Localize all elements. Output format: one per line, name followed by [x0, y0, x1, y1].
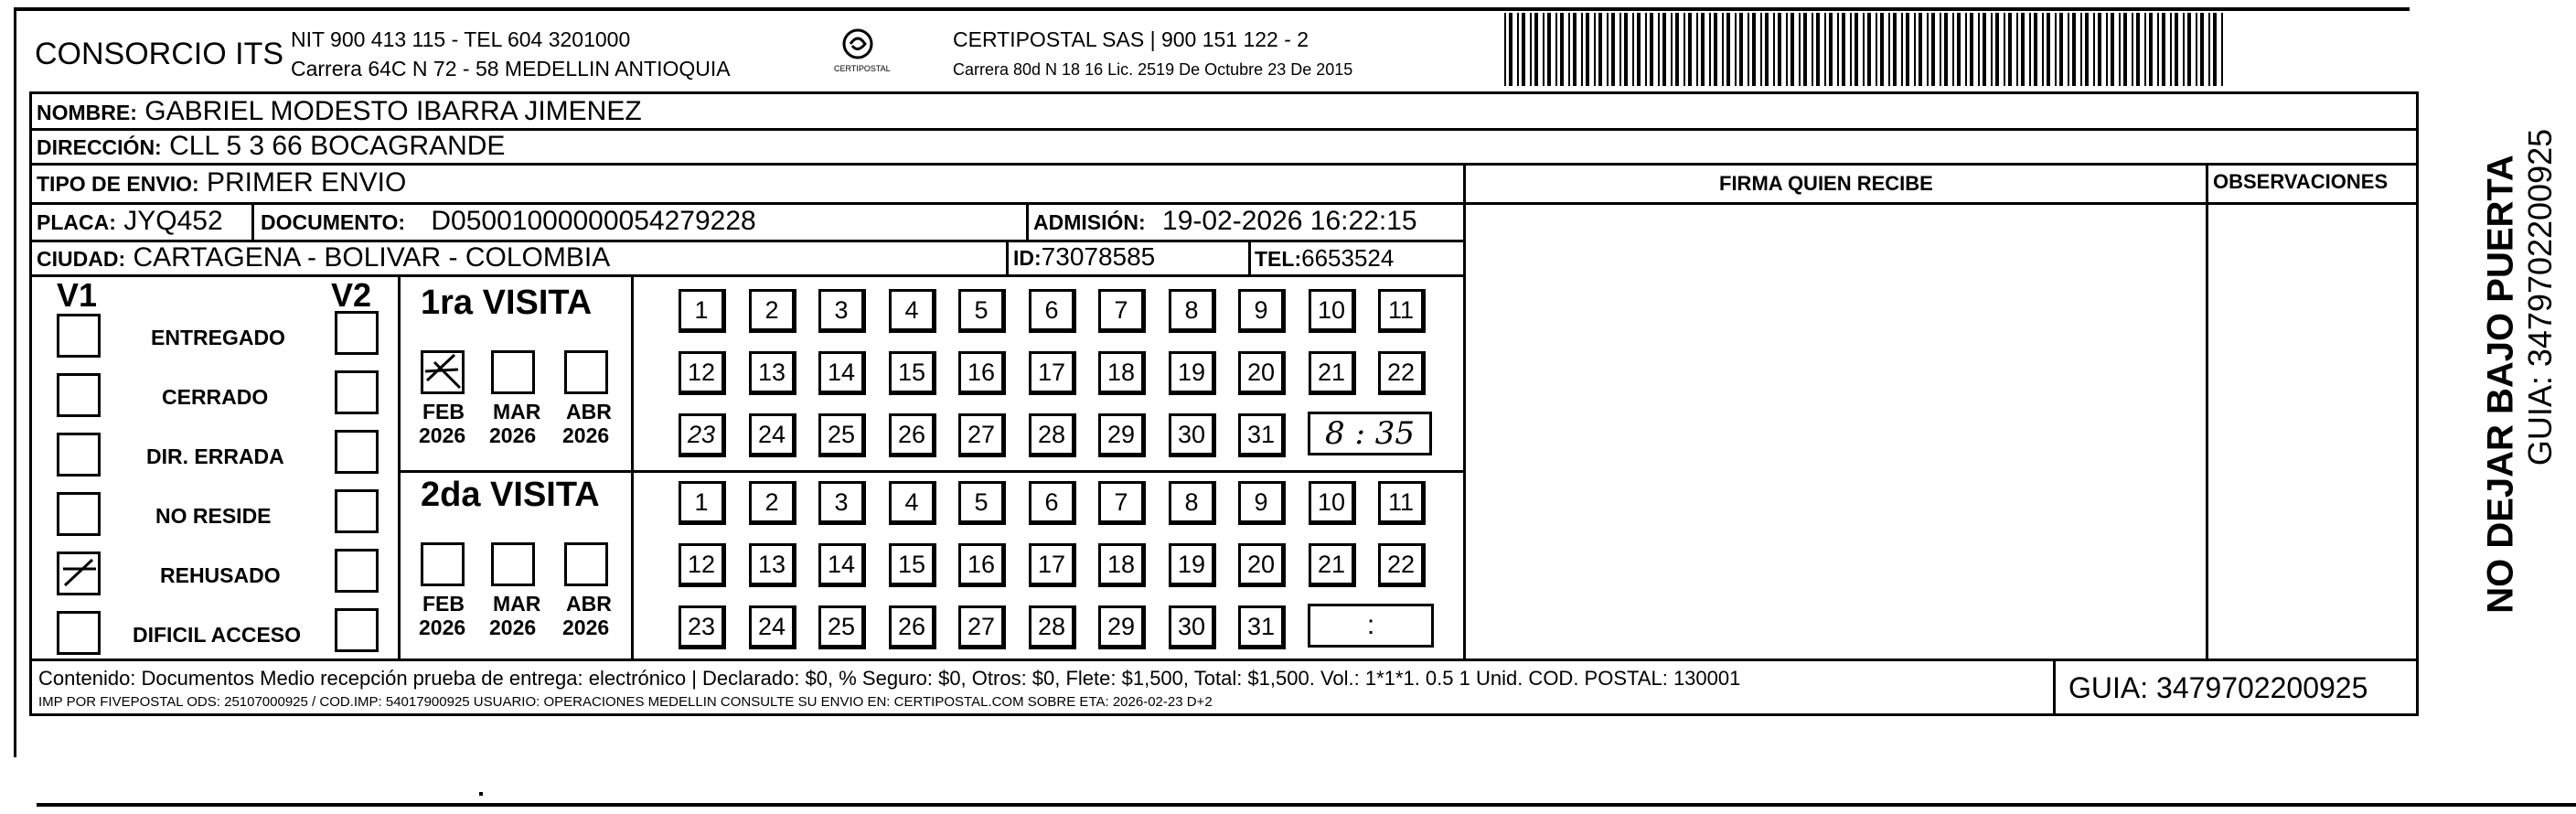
row-line — [29, 202, 2416, 205]
barcode-bar — [1504, 13, 1506, 86]
day-box[interactable]: 2 — [749, 289, 796, 333]
status-option-label: CERRADO — [162, 385, 269, 409]
barcode — [1504, 13, 2227, 88]
tel-label: TEL: — [1255, 247, 1302, 271]
month-label: FEB — [422, 592, 465, 616]
day-box[interactable]: 28 — [1029, 413, 1076, 457]
month-checkbox[interactable] — [421, 542, 465, 586]
barcode-bar — [1752, 13, 1756, 86]
placa-label: PLACA: — [37, 210, 116, 234]
certipostal-logo — [830, 26, 891, 80]
barcode-bar — [1594, 13, 1596, 86]
barcode-bar — [1970, 13, 1973, 86]
day-box[interactable]: 14 — [818, 543, 866, 587]
barcode-bar — [1645, 13, 1647, 86]
barcode-bar — [2149, 13, 2153, 86]
day-box[interactable]: 21 — [1309, 351, 1356, 395]
day-box[interactable]: 4 — [889, 289, 936, 333]
day-box[interactable]: 19 — [1169, 351, 1216, 395]
day-box[interactable]: 3 — [818, 481, 866, 525]
barcode-bar — [1658, 13, 1660, 86]
day-box[interactable]: 22 — [1378, 543, 1426, 587]
barcode-bar — [2183, 13, 2185, 86]
barcode-bar — [1696, 13, 1698, 86]
documento-label: DOCUMENTO: — [261, 210, 406, 234]
month-label: FEB — [422, 400, 465, 423]
day-box[interactable]: 22 — [1378, 351, 1426, 395]
barcode-bar — [2098, 13, 2101, 86]
day-box[interactable]: 7 — [1098, 289, 1146, 333]
v2-checkbox[interactable] — [335, 311, 379, 355]
barcode-bar — [2119, 13, 2121, 86]
barcode-bar — [1965, 13, 1967, 86]
col-line — [1463, 163, 1466, 661]
day-box[interactable]: 6 — [1029, 289, 1076, 333]
barcode-bar — [2072, 13, 2076, 86]
bottom-edge — [37, 803, 2576, 807]
id-row — [1013, 242, 1155, 272]
status-option-label: REHUSADO — [160, 563, 281, 587]
barcode-bar — [1573, 13, 1577, 86]
barcode-bar — [1995, 13, 1999, 86]
day-box[interactable]: 17 — [1029, 543, 1076, 587]
day-box[interactable]: 30 — [1169, 605, 1216, 649]
day-box[interactable]: 12 — [679, 543, 726, 587]
day-box[interactable]: 30 — [1169, 413, 1216, 457]
barcode-bar — [1837, 13, 1839, 86]
barcode-bar — [1812, 13, 1813, 86]
barcode-bar — [2042, 13, 2044, 86]
day-box[interactable]: 10 — [1309, 481, 1356, 525]
day-box[interactable]: 19 — [1169, 543, 1216, 587]
barcode-bar — [1893, 13, 1897, 86]
first-visit-time: 8 : 35 — [1308, 412, 1432, 455]
barcode-bar — [1940, 13, 1941, 86]
day-box[interactable]: 2 — [749, 481, 796, 525]
barcode-bar — [2157, 13, 2159, 86]
day-box[interactable]: 4 — [889, 481, 936, 525]
barcode-bar — [1560, 13, 1564, 86]
day-box[interactable]: 26 — [889, 413, 936, 457]
barcode-bar — [1760, 13, 1762, 86]
barcode-bar — [1624, 13, 1628, 86]
footer-line1: Contenido: Documentos Medio recepción prueba de entrega: electrónico | Declarado: $0, % Seguro: $0, Otros: $0, Flete: $1,500, Total: $1,500. Vol.: 1*1*1. 0.5 1 Unid. COD. POSTAL: 130001 — [38, 667, 1741, 690]
day-box[interactable]: 24 — [749, 413, 796, 457]
barcode-bar — [1880, 13, 1884, 86]
barcode-bar — [2111, 13, 2114, 86]
barcode-bar — [1855, 13, 1858, 86]
day-box[interactable]: 20 — [1238, 543, 1286, 587]
barcode-bar — [1876, 13, 1877, 86]
barcode-bar — [1888, 13, 1890, 86]
barcode-bar — [2034, 13, 2037, 86]
month-label: MAR — [493, 400, 541, 423]
barcode-bar — [1991, 13, 1993, 86]
barcode-bar — [1748, 13, 1749, 86]
barcode-bar — [2021, 13, 2025, 86]
barcode-bar — [1799, 13, 1801, 86]
month-label: ABR — [566, 400, 612, 423]
barcode-bar — [1786, 13, 1788, 86]
barcode-bar — [1709, 13, 1711, 86]
tel-value: 6653524 — [1301, 244, 1395, 272]
day-box[interactable]: 18 — [1098, 351, 1146, 395]
barcode-bar — [1931, 13, 1935, 86]
barcode-bar — [2132, 13, 2133, 86]
barcode-bar — [2055, 13, 2057, 86]
firma-header: FIRMA QUIEN RECIBE — [1719, 172, 1933, 195]
barcode-bar — [1739, 13, 1743, 86]
barcode-bar — [1534, 13, 1538, 86]
barcode-bar — [1675, 13, 1679, 86]
barcode-bar — [2029, 13, 2031, 86]
barcode-bar — [1522, 13, 1525, 86]
month-checkbox[interactable] — [421, 350, 465, 394]
barcode-bar — [2085, 13, 2089, 86]
day-box[interactable]: 20 — [1238, 351, 1286, 395]
year-label: 2026 — [419, 616, 466, 639]
barcode-bar — [2221, 13, 2223, 86]
documento-row — [261, 206, 756, 237]
day-box[interactable]: 23 — [679, 605, 726, 649]
barcode-bar — [1662, 13, 1666, 86]
barcode-bar — [1842, 13, 1845, 86]
footer-line2: IMP POR FIVEPOSTAL ODS: 25107000925 / COD.IMP: 54017900925 USUARIO: OPERACIONES MEDELLIN CONSULTE SU ENVIO EN: CERTIPOSTAL.COM SOBRE ETA: 2026-02-23 D+2 — [38, 694, 1213, 710]
v2-checkbox[interactable] — [335, 549, 379, 593]
barcode-bar — [1586, 13, 1589, 86]
barcode-bar — [1790, 13, 1794, 86]
day-box[interactable]: 5 — [958, 289, 1006, 333]
day-box[interactable]: 9 — [1238, 481, 1286, 525]
day-box[interactable]: 1 — [679, 289, 726, 333]
barcode-bar — [1927, 13, 1929, 86]
barcode-bar — [1850, 13, 1852, 86]
col-line — [1248, 240, 1251, 274]
day-box[interactable]: 1 — [679, 481, 726, 525]
day-box[interactable]: 8 — [1169, 481, 1216, 525]
barcode-bar — [1778, 13, 1781, 86]
barcode-bar — [1867, 13, 1871, 86]
barcode-bar — [1611, 13, 1615, 86]
month-label: ABR — [566, 592, 612, 616]
day-box[interactable]: 13 — [749, 543, 796, 587]
barcode-bar — [1547, 13, 1551, 86]
barcode-bar — [1688, 13, 1692, 86]
id-label: ID: — [1013, 246, 1042, 270]
barcode-bar — [2187, 13, 2191, 86]
barcode-bar — [1671, 13, 1673, 86]
barcode-bar — [1914, 13, 1916, 86]
barcode-bar — [2175, 13, 2178, 86]
id-value: 73078585 — [1041, 242, 1156, 271]
first-visit-title: 1ra VISITA — [421, 284, 593, 322]
barcode-bar — [1509, 13, 1512, 86]
day-box[interactable]: 28 — [1029, 605, 1076, 649]
v2-checkbox[interactable] — [335, 370, 379, 414]
v2-checkbox[interactable] — [335, 430, 379, 474]
barcode-bar — [1978, 13, 1980, 86]
v2-checkbox[interactable] — [335, 608, 379, 652]
barcode-bar — [2196, 13, 2197, 86]
barcode-bar — [2123, 13, 2127, 86]
barcode-bar — [1944, 13, 1948, 86]
barcode-bar — [1568, 13, 1570, 86]
barcode-bar — [2208, 13, 2210, 86]
barcode-bar — [2106, 13, 2108, 86]
year-label: 2026 — [419, 423, 466, 447]
barcode-bar — [1555, 13, 1557, 86]
barcode-bar — [1619, 13, 1621, 86]
placa-row — [37, 206, 223, 237]
month-checkbox[interactable] — [491, 350, 535, 394]
row-line — [29, 659, 2416, 661]
company-name: CONSORCIO ITS — [35, 37, 284, 71]
v2-label: V2 — [331, 276, 372, 314]
barcode-bar — [1919, 13, 1922, 86]
day-box[interactable]: 31 — [1238, 605, 1286, 649]
day-box[interactable]: 29 — [1098, 605, 1146, 649]
side-guia: GUIA: 3479702200925 — [2521, 128, 2559, 466]
admision-row — [1033, 206, 1417, 237]
day-box[interactable]: 12 — [679, 351, 726, 395]
day-box[interactable]: 7 — [1098, 481, 1146, 525]
status-divider — [398, 274, 401, 659]
barcode-bar — [1517, 13, 1519, 86]
logo-text: CERTIPOSTAL — [834, 64, 891, 73]
barcode-bar — [1735, 13, 1737, 86]
day-box[interactable]: 15 — [889, 351, 936, 395]
ciudad-row — [37, 242, 610, 273]
nombre-row — [37, 96, 642, 127]
barcode-bar — [1952, 13, 1954, 86]
barcode-bar — [2093, 13, 2095, 86]
second-visit-time: : — [1308, 604, 1434, 648]
barcode-bar — [1829, 13, 1833, 86]
status-option-label: ENTREGADO — [151, 326, 285, 349]
year-label: 2026 — [562, 423, 610, 447]
barcode-bar — [2144, 13, 2146, 86]
second-visit-title: 2da VISITA — [421, 476, 600, 514]
year-label: 2026 — [562, 616, 610, 639]
barcode-bar — [1901, 13, 1903, 86]
row-line — [29, 274, 1465, 277]
day-box[interactable]: 6 — [1029, 481, 1076, 525]
barcode-bar — [2213, 13, 2217, 86]
day-box[interactable]: 27 — [958, 605, 1006, 649]
barcode-bar — [1983, 13, 1986, 86]
barcode-bar — [1632, 13, 1634, 86]
speck — [479, 792, 483, 796]
col-line — [2053, 659, 2056, 713]
status-option-label: DIFICIL ACCESO — [133, 623, 302, 647]
barcode-bar — [1765, 13, 1769, 86]
tipo-label: TIPO DE ENVIO: — [37, 172, 199, 196]
company-line1: NIT 900 413 115 - TEL 604 3201000 — [291, 27, 631, 51]
direccion-value: CLL 5 3 66 BOCAGRANDE — [169, 131, 506, 161]
barcode-bar — [2059, 13, 2063, 86]
ciudad-label: CIUDAD: — [37, 247, 126, 271]
status-option-label: NO RESIDE — [155, 504, 272, 528]
month-checkbox[interactable] — [564, 350, 608, 394]
tipo-row — [37, 167, 406, 198]
barcode-bar — [1683, 13, 1685, 86]
month-checkbox[interactable] — [491, 542, 535, 586]
month-label: MAR — [493, 592, 541, 616]
side-warning: NO DEJAR BAJO PUERTA — [2480, 155, 2521, 614]
barcode-bar — [2080, 13, 2082, 86]
year-label: 2026 — [489, 616, 537, 639]
barcode-bar — [2136, 13, 2140, 86]
barcode-bar — [1726, 13, 1730, 86]
barcode-bar — [2016, 13, 2018, 86]
barcode-bar — [1701, 13, 1705, 86]
day-box[interactable]: 18 — [1098, 543, 1146, 587]
day-box[interactable]: 14 — [818, 351, 866, 395]
tipo-value: PRIMER ENVIO — [206, 167, 407, 198]
day-box[interactable]: 27 — [958, 413, 1006, 457]
barcode-bar — [2162, 13, 2165, 86]
barcode-bar — [1598, 13, 1602, 86]
barcode-bar — [2200, 13, 2204, 86]
day-box[interactable]: 13 — [749, 351, 796, 395]
month-checkbox[interactable] — [564, 542, 608, 586]
observaciones-header: OBSERVACIONES — [2213, 170, 2389, 193]
col-line — [251, 202, 254, 241]
day-box[interactable]: 21 — [1309, 543, 1356, 587]
visit-col-line — [631, 274, 634, 659]
day-box[interactable]: 15 — [889, 543, 936, 587]
day-box[interactable]: 24 — [749, 605, 796, 649]
placa-value: JYQ452 — [123, 206, 223, 236]
day-box[interactable]: 23 — [679, 413, 726, 457]
barcode-bar — [1957, 13, 1961, 86]
col-line — [1006, 240, 1009, 274]
v1-checkbox[interactable] — [57, 552, 101, 595]
barcode-bar — [1650, 13, 1653, 86]
barcode-bar — [1803, 13, 1807, 86]
col-line — [1026, 202, 1029, 241]
status-option-label: DIR. ERRADA — [146, 444, 284, 468]
tel-row — [1255, 244, 1394, 273]
carrier-line1: CERTIPOSTAL SAS | 900 151 122 - 2 — [953, 27, 1309, 51]
day-box[interactable]: 26 — [889, 605, 936, 649]
barcode-bar — [1530, 13, 1532, 86]
left-border — [14, 7, 16, 757]
v1-label: V1 — [57, 276, 98, 314]
admision-value: 19-02-2026 16:22:15 — [1162, 206, 1417, 236]
day-box[interactable]: 16 — [958, 543, 1006, 587]
footer-guia: GUIA: 3479702200925 — [2068, 671, 2368, 704]
barcode-bar — [2170, 13, 2172, 86]
barcode-bar — [2068, 13, 2069, 86]
admision-label: ADMISIÓN: — [1033, 210, 1146, 234]
day-box[interactable]: 17 — [1029, 351, 1076, 395]
day-box[interactable]: 11 — [1378, 481, 1426, 525]
direccion-label: DIRECCIÓN: — [37, 135, 162, 159]
year-label: 2026 — [489, 423, 537, 447]
v2-checkbox[interactable] — [335, 489, 379, 533]
barcode-bar — [1906, 13, 1909, 86]
day-box[interactable]: 25 — [818, 605, 866, 649]
barcode-bar — [1607, 13, 1609, 86]
barcode-bar — [2008, 13, 2012, 86]
day-box[interactable]: 10 — [1309, 289, 1356, 333]
day-box[interactable]: 29 — [1098, 413, 1146, 457]
day-box[interactable]: 11 — [1378, 289, 1426, 333]
company-line2: Carrera 64C N 72 - 58 MEDELLIN ANTIOQUIA — [291, 57, 731, 80]
day-box[interactable]: 5 — [958, 481, 1006, 525]
barcode-bar — [1637, 13, 1641, 86]
barcode-bar — [2004, 13, 2005, 86]
day-box[interactable]: 16 — [958, 351, 1006, 395]
day-box[interactable]: 8 — [1169, 289, 1216, 333]
barcode-bar — [2047, 13, 2050, 86]
documento-value: D05001000000054279228 — [431, 206, 756, 236]
v1-checkbox[interactable] — [57, 492, 101, 536]
v1-checkbox[interactable] — [57, 373, 101, 417]
day-box[interactable]: 9 — [1238, 289, 1286, 333]
day-box[interactable]: 25 — [818, 413, 866, 457]
visit-divider — [398, 470, 1466, 473]
barcode-bar — [1773, 13, 1775, 86]
day-box[interactable]: 31 — [1238, 413, 1286, 457]
barcode-bar — [1581, 13, 1583, 86]
barcode-bar — [1722, 13, 1724, 86]
v1-checkbox[interactable] — [57, 314, 101, 358]
carrier-line2: Carrera 80d N 18 16 Lic. 2519 De Octubre 23 De 2015 — [953, 60, 1353, 79]
v1-checkbox[interactable] — [57, 611, 101, 655]
v1-checkbox[interactable] — [57, 433, 101, 477]
barcode-bar — [1863, 13, 1865, 86]
barcode-bar — [1816, 13, 1820, 86]
day-box[interactable]: 3 — [818, 289, 866, 333]
nombre-value: GABRIEL MODESTO IBARRA JIMENEZ — [144, 96, 642, 126]
col-line — [2206, 163, 2208, 661]
barcode-bar — [1543, 13, 1545, 86]
barcode-bar — [1824, 13, 1826, 86]
top-border — [14, 7, 2410, 11]
direccion-row — [37, 131, 505, 162]
barcode-bar — [1714, 13, 1717, 86]
nombre-label: NOMBRE: — [37, 101, 137, 124]
row-line — [29, 163, 2416, 166]
ciudad-value: CARTAGENA - BOLIVAR - COLOMBIA — [133, 242, 611, 273]
